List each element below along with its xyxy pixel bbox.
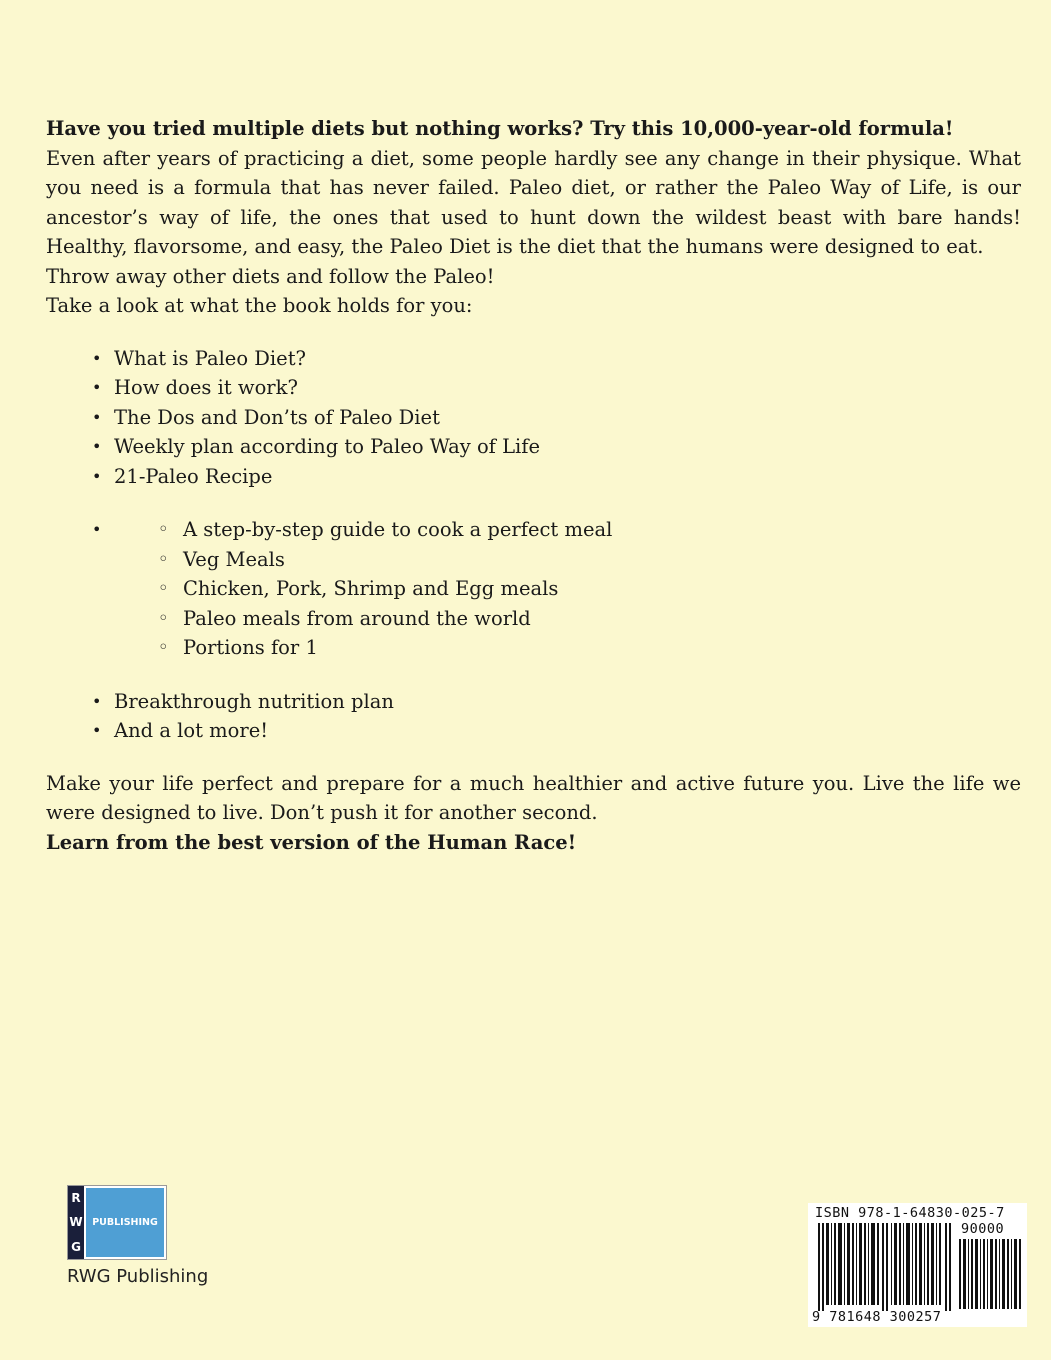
list-item: • What is Paleo Diet?: [46, 344, 1021, 374]
closing-paragraph: Make your life perfect and prepare for a much healthier and active future you. Live the life we were designed to live. Don’t push it for another second.: [46, 771, 1021, 824]
sub-list-item: ◦ Veg Meals: [46, 545, 1021, 575]
logo-letter: W: [69, 1215, 83, 1230]
ean-digits: 9 781648 300257: [812, 1309, 942, 1325]
list-item: • The Dos and Don’ts of Paleo Diet: [46, 403, 1021, 433]
contents-list: [46, 344, 1021, 492]
back-cover-text: [46, 114, 1021, 857]
list-item: • Breakthrough nutrition plan: [46, 687, 1021, 717]
contents-list-tail: [46, 687, 1021, 746]
logo-letters: [68, 1186, 84, 1259]
addon-barcode-bars: [959, 1239, 1023, 1309]
logo-letter: R: [71, 1191, 81, 1206]
isbn-barcode: [808, 1203, 1027, 1327]
publisher-name: RWG Publishing: [67, 1266, 209, 1287]
logo-wordmark: PUBLISHING: [86, 1188, 164, 1257]
intro-paragraph: Even after years of practicing a diet, some people hardly see any change in their physique. What you need is a formula that has never failed. Paleo diet, or rather the Paleo Way of Life, is our ancestor’s way of life, the ones that used to hunt down the wildest beast with bare hands! Healthy, flavorsome, and easy, the Paleo Diet is the diet that the humans were designed to eat.: [46, 146, 1021, 258]
list-item: • And a lot more!: [46, 716, 1021, 746]
sub-list-item: ◦ A step-by-step guide to cook a perfect meal •: [46, 515, 1021, 545]
barcode-bars: [816, 1223, 956, 1311]
sub-list-item: ◦ Chicken, Pork, Shrimp and Egg meals: [46, 574, 1021, 604]
headline: Have you tried multiple diets but nothing works? Try this 10,000-year-old formula!: [46, 117, 954, 140]
intro-line-2: Throw away other diets and follow the Paleo!: [46, 264, 495, 288]
sub-list-item: ◦ Portions for 1: [46, 633, 1021, 663]
recipe-sub-list: [46, 515, 1021, 663]
list-item: • Weekly plan according to Paleo Way of Life: [46, 432, 1021, 462]
logo-letter: G: [71, 1239, 81, 1254]
closing-final: Learn from the best version of the Human Race!: [46, 830, 577, 854]
publisher-logo: [67, 1185, 167, 1260]
price-code: 90000: [961, 1221, 1005, 1237]
list-item: • How does it work?: [46, 373, 1021, 403]
list-item: • 21-Paleo Recipe: [46, 462, 1021, 492]
intro-line-3: Take a look at what the book holds for you:: [46, 294, 473, 317]
isbn-text: ISBN 978-1-64830-025-7: [815, 1205, 1005, 1221]
sub-list-item: ◦ Paleo meals from around the world: [46, 604, 1021, 634]
